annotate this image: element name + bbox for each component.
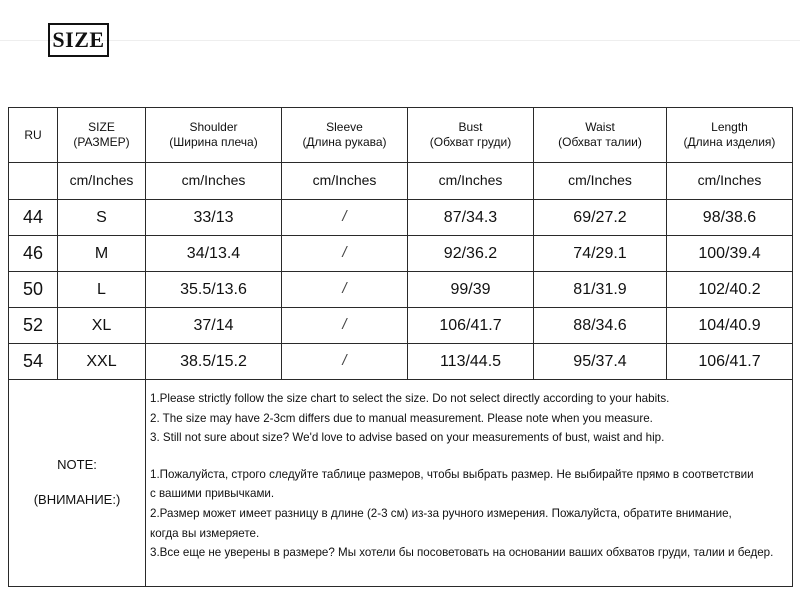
ru-size-cell: 46 xyxy=(9,236,58,272)
sleeve-cell: / xyxy=(282,272,408,308)
header-waist-ru: (Обхват талии) xyxy=(558,135,642,149)
shoulder-cell: 38.5/15.2 xyxy=(146,344,282,380)
header-size-en: SIZE xyxy=(88,120,115,134)
units-row xyxy=(9,163,793,200)
note-label-ru: (ВНИМАНИЕ:) xyxy=(33,492,121,507)
header-sleeve-en: Sleeve xyxy=(326,120,363,134)
header-size-ru: (РАЗМЕР) xyxy=(73,135,130,149)
length-cell: 106/41.7 xyxy=(667,344,793,380)
header-waist-en: Waist xyxy=(585,120,615,134)
header-row xyxy=(9,108,793,163)
waist-cell: 69/27.2 xyxy=(534,200,667,236)
length-cell: 102/40.2 xyxy=(667,272,793,308)
header-length-ru: (Длина изделия) xyxy=(683,135,776,149)
units-length: cm/Inches xyxy=(667,163,793,200)
ru-size-cell: 50 xyxy=(9,272,58,308)
header-shoulder-en: Shoulder xyxy=(189,120,238,134)
waist-cell: 74/29.1 xyxy=(534,236,667,272)
note-en-line: 2. The size may have 2-3cm differs due to manual measurement. Please note when you measure. xyxy=(150,411,653,425)
units-ru-empty xyxy=(9,163,58,200)
units-size: cm/Inches xyxy=(58,163,146,200)
waist-cell: 81/31.9 xyxy=(534,272,667,308)
note-row xyxy=(9,380,793,587)
header-divider xyxy=(0,40,800,41)
size-label-cell: XL xyxy=(58,308,146,344)
header-size xyxy=(58,108,146,163)
sleeve-cell: / xyxy=(282,344,408,380)
note-text-cell xyxy=(146,380,793,587)
length-cell: 100/39.4 xyxy=(667,236,793,272)
bust-cell: 113/44.5 xyxy=(408,344,534,380)
sleeve-cell: / xyxy=(282,308,408,344)
note-label-cell xyxy=(9,380,146,587)
ru-size-cell: 44 xyxy=(9,200,58,236)
header-length-en: Length xyxy=(711,120,748,134)
header-shoulder-ru: (Ширина плеча) xyxy=(169,135,258,149)
note-ru-line: 3.Все еще не уверены в размере? Мы хотели бы посоветовать на основании ваших обхватов груди, талии и бедер. xyxy=(150,546,774,560)
header-ru: RU xyxy=(9,108,58,163)
units-sleeve: cm/Inches xyxy=(282,163,408,200)
size-chart-table xyxy=(8,107,793,587)
header-bust xyxy=(408,108,534,163)
note-ru-line: 1.Пожалуйста, строго следуйте таблице размеров, чтобы выбрать размер. Не выбирайте прямо в соответствии xyxy=(150,467,754,481)
size-label-cell: XXL xyxy=(58,344,146,380)
header-sleeve-ru: (Длина рукава) xyxy=(302,135,387,149)
note-ru-line: 2.Размер может имеет разницу в длине (2-3 см) из-за ручного измерения. Пожалуйста, обратите внимание, xyxy=(150,506,732,520)
shoulder-cell: 33/13 xyxy=(146,200,282,236)
sleeve-cell: / xyxy=(282,200,408,236)
header-bust-ru: (Обхват груди) xyxy=(429,135,512,149)
ru-size-cell: 52 xyxy=(9,308,58,344)
note-ru-line: с вашими привычками. xyxy=(150,487,275,501)
size-row xyxy=(9,200,793,236)
header-length xyxy=(667,108,793,163)
ru-size-cell: 54 xyxy=(9,344,58,380)
size-label-cell: M xyxy=(58,236,146,272)
shoulder-cell: 37/14 xyxy=(146,308,282,344)
bust-cell: 87/34.3 xyxy=(408,200,534,236)
units-shoulder: cm/Inches xyxy=(146,163,282,200)
units-bust: cm/Inches xyxy=(408,163,534,200)
note-label: NOTE: xyxy=(57,457,97,473)
length-cell: 98/38.6 xyxy=(667,200,793,236)
header-waist xyxy=(534,108,667,163)
shoulder-cell: 34/13.4 xyxy=(146,236,282,272)
note-ru-line: когда вы измеряете. xyxy=(150,526,260,540)
note-en-line: 1.Please strictly follow the size chart to select the size. Do not select directly according to your habits. xyxy=(150,392,670,405)
size-row xyxy=(9,308,793,344)
length-cell: 104/40.9 xyxy=(667,308,793,344)
note-en-line: 3. Still not sure about size? We'd love to advise based on your measurements of bust, waist and hip. xyxy=(150,431,665,445)
size-row xyxy=(9,236,793,272)
header-bust-en: Bust xyxy=(458,120,483,134)
bust-cell: 106/41.7 xyxy=(408,308,534,344)
size-label-cell: S xyxy=(58,200,146,236)
bust-cell: 99/39 xyxy=(408,272,534,308)
size-row xyxy=(9,344,793,380)
sleeve-cell: / xyxy=(282,236,408,272)
size-row xyxy=(9,272,793,308)
shoulder-cell: 35.5/13.6 xyxy=(146,272,282,308)
waist-cell: 88/34.6 xyxy=(534,308,667,344)
bust-cell: 92/36.2 xyxy=(408,236,534,272)
size-label-cell: L xyxy=(58,272,146,308)
units-waist: cm/Inches xyxy=(534,163,667,200)
header-sleeve xyxy=(282,108,408,163)
header-shoulder xyxy=(146,108,282,163)
waist-cell: 95/37.4 xyxy=(534,344,667,380)
size-title-badge: SIZE xyxy=(48,23,109,57)
